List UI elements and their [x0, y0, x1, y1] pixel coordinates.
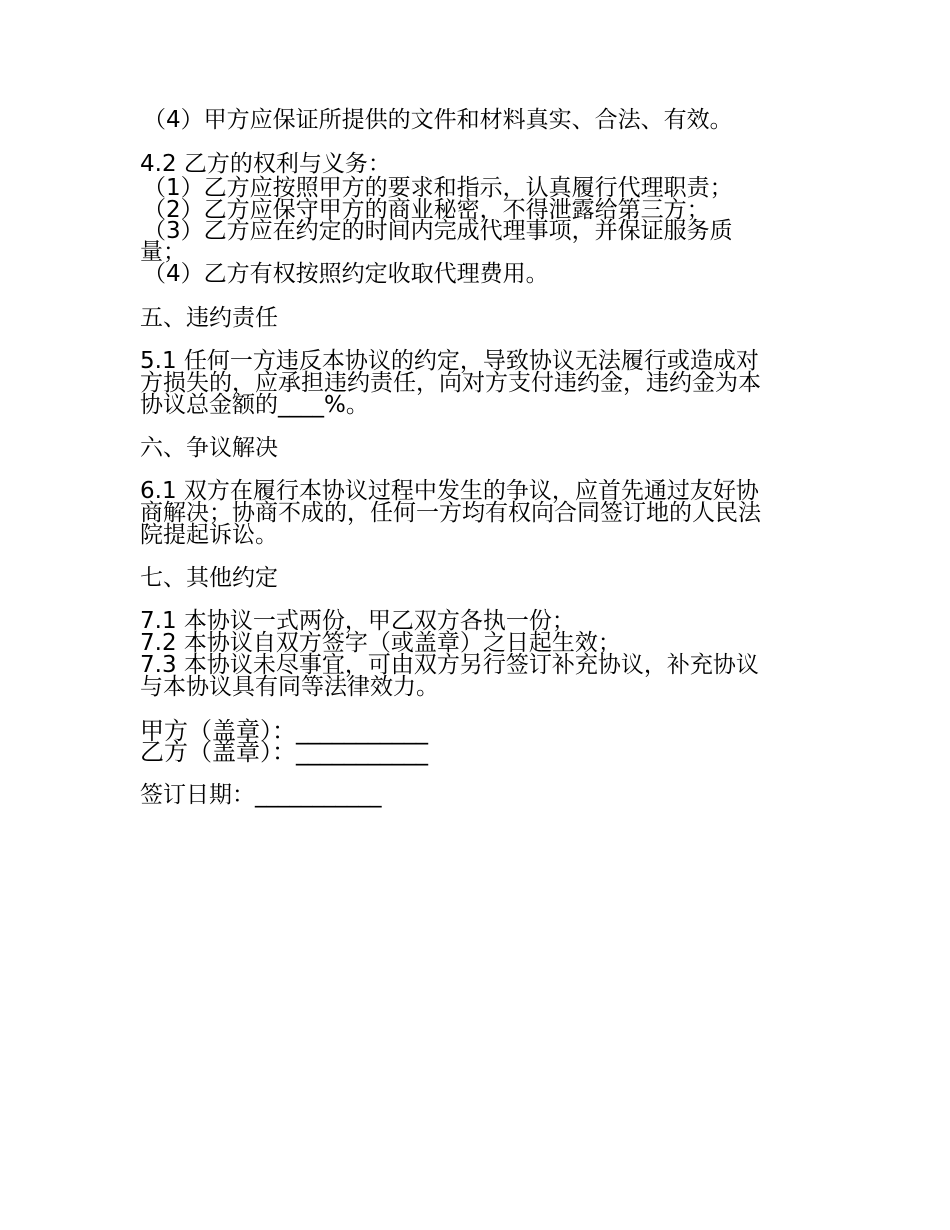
- section-5-line-3: 协议总金额的____%。: [140, 392, 369, 418]
- party-a-signature: 甲方（盖章）：___________: [140, 717, 428, 745]
- party-b-item-1: （1）乙方应按照甲方的要求和指示，认真履行代理职责；: [143, 175, 733, 201]
- section-6-line-3: 院提起诉讼。: [140, 522, 278, 548]
- section-7-line-1: 7.1 本协议一式两份，甲乙双方各执一份；: [140, 608, 575, 634]
- section-7-line-3: 7.3 本协议未尽事宜，可由双方另行签订补充协议，补充协议: [140, 652, 759, 678]
- party-b-item-3-cont: 量；: [140, 239, 186, 265]
- party-b-item-3: （3）乙方应在约定的时间内完成代理事项，并保证服务质: [143, 218, 733, 244]
- signing-date: 签订日期：___________: [140, 782, 382, 808]
- section-7-heading: 七、其他约定: [140, 565, 278, 591]
- section-6-line-1: 6.1 双方在履行本协议过程中发生的争议，应首先通过友好协: [140, 478, 759, 504]
- section-7-line-2: 7.2 本协议自双方签字（或盖章）之日起生效；: [140, 630, 621, 656]
- section-7-line-4: 与本协议具有同等法律效力。: [140, 674, 439, 700]
- party-a-item-4: （4）甲方应保证所提供的文件和材料真实、合法、有效。: [143, 107, 733, 133]
- party-b-item-4: （4）乙方有权按照约定收取代理费用。: [143, 261, 549, 287]
- party-b-item-2: （2）乙方应保守甲方的商业秘密，不得泄露给第三方；: [143, 197, 710, 223]
- party-b-signature: 乙方（盖章）：___________: [140, 738, 428, 766]
- subheading-4-2: 4.2 乙方的权利与义务：: [140, 151, 391, 177]
- section-5-line-1: 5.1 任何一方违反本协议的约定，导致协议无法履行或造成对: [140, 348, 759, 374]
- section-6-heading: 六、争议解决: [140, 435, 278, 461]
- section-6-line-2: 商解决；协商不成的，任何一方均有权向合同签订地的人民法: [140, 500, 761, 526]
- section-5-heading: 五、违约责任: [140, 305, 278, 331]
- section-5-line-2: 方损失的，应承担违约责任，向对方支付违约金，违约金为本: [140, 370, 761, 396]
